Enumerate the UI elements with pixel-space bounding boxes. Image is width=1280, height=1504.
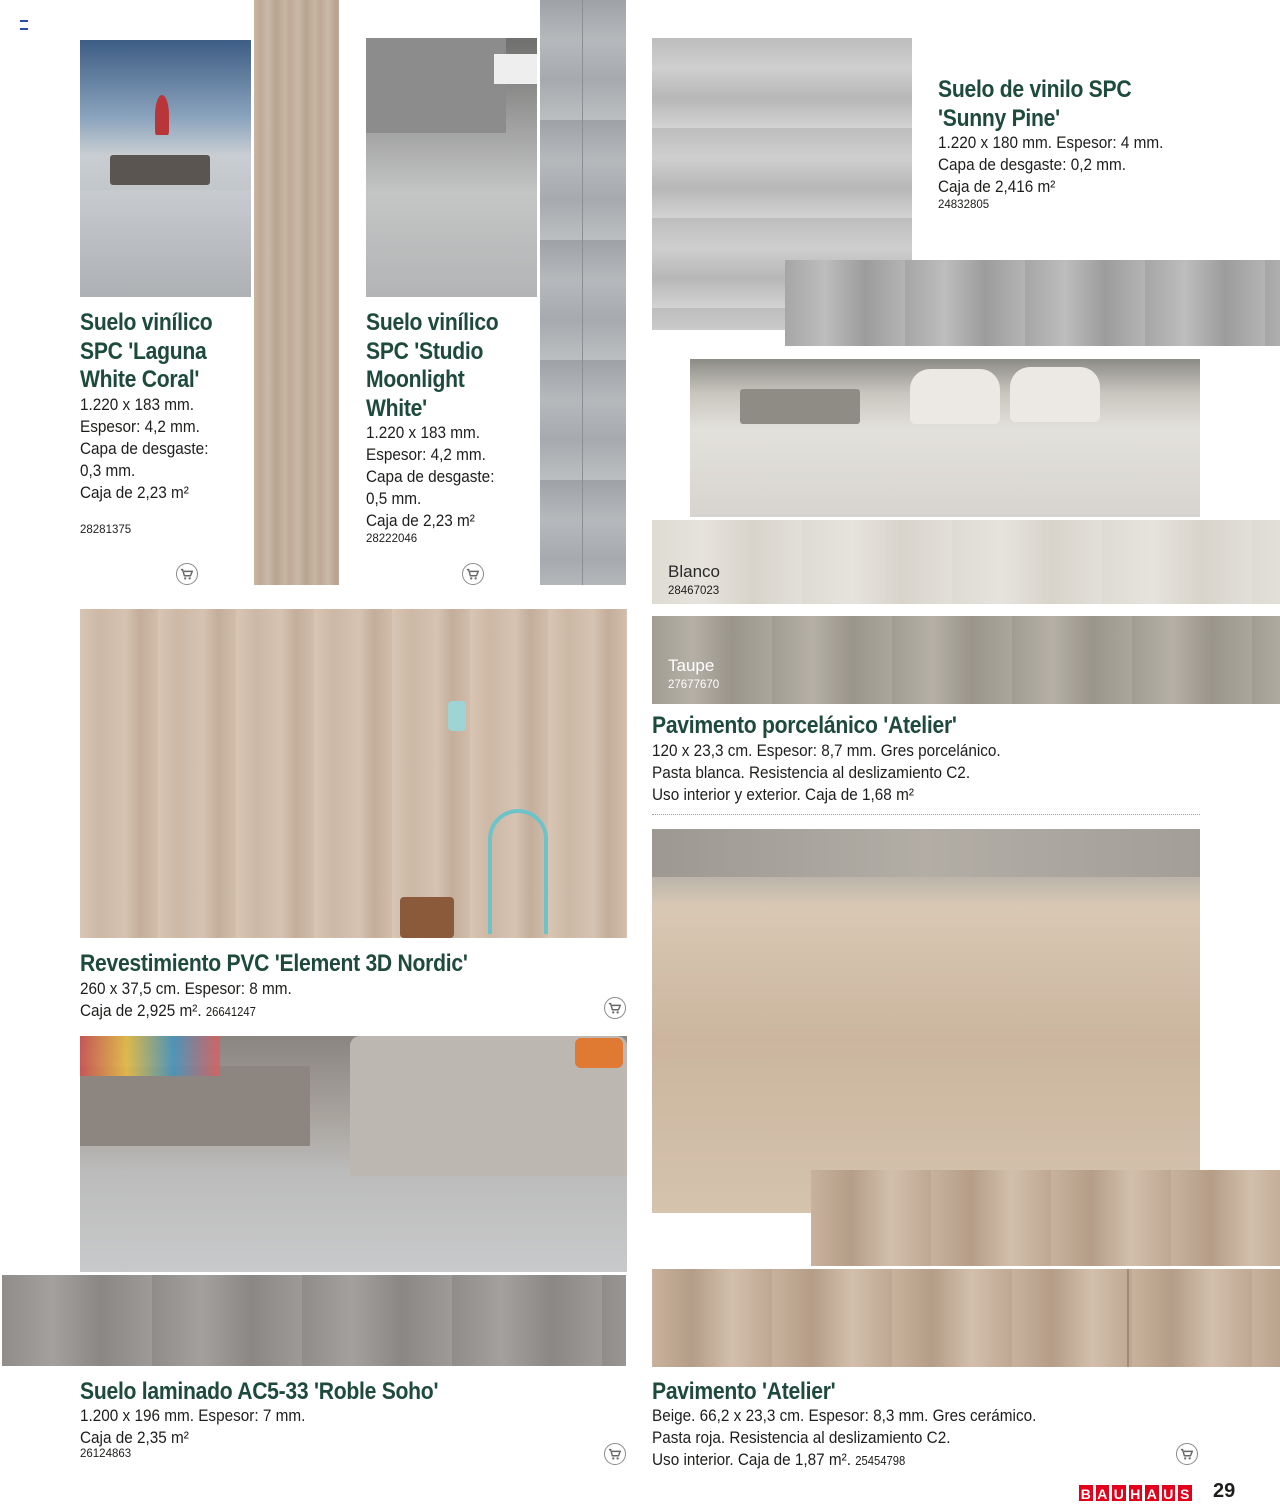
shopping-cart-icon[interactable] — [462, 563, 484, 585]
page-number: 29 — [1213, 1480, 1236, 1502]
shopping-cart-icon[interactable] — [1176, 1443, 1198, 1465]
nordic-code: 26641247 — [205, 1005, 256, 1019]
atelier-beige-plank-1 — [811, 1170, 1280, 1266]
soho-code: 26124863 — [80, 1448, 132, 1460]
moonlight-specs: 1.220 x 183 mm. Espesor: 4,2 mm. Capa de desgaste: 0,5 mm. Caja de 2,23 m² — [366, 423, 495, 530]
laguna-plank-sample — [254, 0, 339, 585]
nordic-specs: 260 x 37,5 cm. Espesor: 8 mm. Caja de 2,925 m². 26641247 — [80, 979, 292, 1020]
sunny-pine-title: Suelo de vinilo SPC 'Sunny Pine' — [938, 76, 1132, 132]
nordic-title: Revestimiento PVC 'Element 3D Nordic' — [80, 950, 468, 977]
variant-blanco-label: Blanco — [668, 562, 720, 581]
corner-mark — [20, 20, 28, 30]
laguna-code: 28281375 — [80, 524, 132, 536]
shopping-cart-icon[interactable] — [176, 563, 198, 585]
atelier-beige-specs: Beige. 66,2 x 23,3 cm. Espesor: 8,3 mm. Gres cerámico. Pasta roja. Resistencia al deslizamiento C2. Uso interior. Caja de 1,87 m². 25454798 — [652, 1406, 1037, 1469]
atelier-porcelanico-specs: 120 x 23,3 cm. Espesor: 8,7 mm. Gres porcelánico. Pasta blanca. Resistencia al deslizamiento C2. Uso interior y exterior. Caja de 1,68 m² — [652, 741, 1001, 804]
sunny-pine-code: 24832805 — [938, 199, 990, 211]
moonlight-code: 28222046 — [366, 533, 418, 545]
laguna-room-photo — [80, 40, 251, 297]
variant-blanco-code: 28467023 — [668, 585, 720, 597]
laguna-title: Suelo vinílico SPC 'Laguna White Coral' — [80, 309, 213, 393]
atelier-porcelanico-title: Pavimento porcelánico 'Atelier' — [652, 712, 957, 739]
moonlight-plank-sample — [540, 0, 626, 585]
atelier-dining-photo — [690, 359, 1200, 517]
atelier-beige-code: 25454798 — [855, 1454, 906, 1468]
laguna-specs: 1.220 x 183 mm. Espesor: 4,2 mm. Capa de desgaste: 0,3 mm. Caja de 2,23 m² — [80, 395, 209, 502]
moonlight-title: Suelo vinílico SPC 'Studio Moonlight White' — [366, 309, 499, 422]
variant-taupe-label: Taupe — [668, 656, 715, 675]
shopping-cart-icon[interactable] — [604, 997, 626, 1019]
variant-taupe-code: 27677670 — [668, 679, 720, 691]
nordic-wall-photo — [80, 609, 627, 938]
soho-plank-sample — [2, 1275, 626, 1366]
soho-title: Suelo laminado AC5-33 'Roble Soho' — [80, 1378, 439, 1405]
atelier-beige-title: Pavimento 'Atelier' — [652, 1378, 836, 1405]
atelier-beige-photo — [652, 829, 1200, 1213]
moonlight-room-photo — [366, 38, 537, 297]
soho-specs: 1.200 x 196 mm. Espesor: 7 mm. Caja de 2,35 m² — [80, 1406, 306, 1447]
sunny-pine-specs: 1.220 x 180 mm. Espesor: 4 mm. Capa de desgaste: 0,2 mm. Caja de 2,416 m² — [938, 133, 1164, 196]
atelier-beige-plank-2 — [652, 1269, 1280, 1367]
atelier-blanco-plank — [652, 520, 1280, 604]
sunny-pine-plank-sample — [785, 260, 1280, 346]
atelier-taupe-plank — [652, 616, 1280, 704]
shopping-cart-icon[interactable] — [604, 1443, 626, 1465]
soho-room-photo — [80, 1036, 627, 1272]
bauhaus-logo: B A U H A U S — [1078, 1484, 1193, 1502]
divider — [652, 814, 1200, 815]
